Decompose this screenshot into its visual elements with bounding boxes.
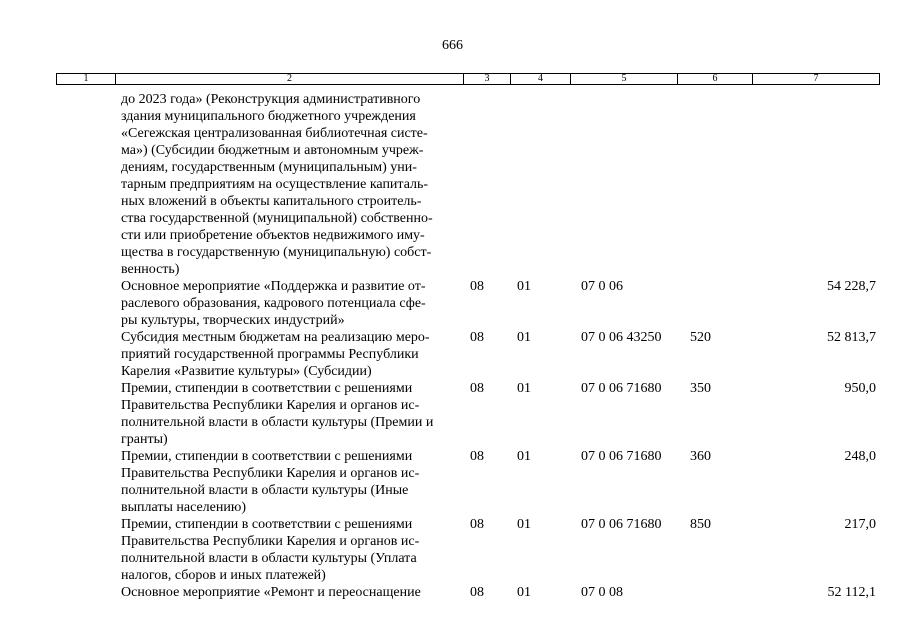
description-line: Правительства Республики Карелия и органов ис- (121, 466, 420, 481)
column-header-table (56, 73, 880, 85)
column-header-1: 1 (57, 74, 116, 85)
column-header-3: 3 (464, 74, 511, 85)
description-line: сти или приобретение объектов недвижимого иму- (121, 228, 425, 243)
column-header-row (57, 74, 880, 85)
table-row (0, 329, 905, 380)
row-description (121, 329, 464, 380)
description-line: Основное мероприятие «Поддержка и развитие от- (121, 279, 426, 294)
expense-type-code: 360 (690, 449, 711, 464)
row-description (121, 380, 464, 448)
subsection-code: 01 (517, 449, 531, 464)
description-line: Премии, стипендии в соответствии с решениями (121, 517, 413, 532)
subsection-code: 01 (517, 517, 531, 532)
description-line: Карелия «Развитие культуры» (Субсидии) (121, 364, 372, 379)
description-line: раслевого образования, кадрового потенциала сфе- (121, 296, 426, 311)
subsection-code: 01 (517, 585, 531, 600)
column-header-4: 4 (511, 74, 571, 85)
description-line: «Сегежская централизованная библиотечная систе- (121, 126, 428, 141)
target-article-code: 07 0 06 71680 (581, 517, 662, 532)
description-line: Премии, стипендии в соответствии с решениями (121, 449, 413, 464)
description-line: ма») (Субсидии бюджетным и автономным учреж- (121, 143, 424, 158)
expense-type-code: 520 (690, 330, 711, 345)
description-line: налогов, сборов и иных платежей) (121, 568, 326, 583)
target-article-code: 07 0 08 (581, 585, 623, 600)
row-description (121, 448, 464, 516)
section-code: 08 (470, 449, 484, 464)
description-line: Правительства Республики Карелия и органов ис- (121, 398, 420, 413)
description-line: полнительной власти в области культуры (Иные (121, 483, 409, 498)
description-line: Основное мероприятие «Ремонт и переоснащение (121, 585, 421, 600)
amount: 217,0 (844, 517, 876, 532)
subsection-code: 01 (517, 381, 531, 396)
row-description (121, 91, 464, 278)
target-article-code: 07 0 06 71680 (581, 449, 662, 464)
target-article-code: 07 0 06 43250 (581, 330, 662, 345)
table-row (0, 448, 905, 516)
amount: 52 813,7 (827, 330, 876, 345)
description-line: тарным предприятиям на осуществление капиталь- (121, 177, 429, 192)
column-header-5: 5 (571, 74, 678, 85)
description-line: венность) (121, 262, 180, 277)
table-row (0, 380, 905, 448)
description-line: Премии, стипендии в соответствии с решениями (121, 381, 413, 396)
section-code: 08 (470, 585, 484, 600)
table-row (0, 91, 905, 278)
column-header-2: 2 (116, 74, 464, 85)
description-line: дениям, государственным (муниципальным) уни- (121, 160, 417, 175)
section-code: 08 (470, 330, 484, 345)
budget-table-body (0, 91, 905, 601)
table-row (0, 278, 905, 329)
column-header-7: 7 (753, 74, 880, 85)
subsection-code: 01 (517, 330, 531, 345)
amount: 52 112,1 (827, 585, 876, 600)
target-article-code: 07 0 06 (581, 279, 623, 294)
target-article-code: 07 0 06 71680 (581, 381, 662, 396)
section-code: 08 (470, 517, 484, 532)
table-row (0, 516, 905, 584)
description-line: полнительной власти в области культуры (Премии и (121, 415, 434, 430)
table-row (0, 584, 905, 601)
expense-type-code: 350 (690, 381, 711, 396)
description-line: полнительной власти в области культуры (Уплата (121, 551, 417, 566)
row-description (121, 584, 464, 601)
description-line: приятий государственной программы Республики (121, 347, 419, 362)
description-line: ных вложений в объекты капитального строитель- (121, 194, 422, 209)
amount: 950,0 (844, 381, 876, 396)
row-description (121, 516, 464, 584)
section-code: 08 (470, 279, 484, 294)
amount: 248,0 (844, 449, 876, 464)
description-line: ры культуры, творческих индустрий» (121, 313, 345, 328)
amount: 54 228,7 (827, 279, 876, 294)
description-line: Правительства Республики Карелия и органов ис- (121, 534, 420, 549)
description-line: до 2023 года» (Реконструкция административного (121, 92, 421, 107)
description-line: щества в государственную (муниципальную) собст- (121, 245, 432, 260)
subsection-code: 01 (517, 279, 531, 294)
description-line: ства государственной (муниципальной) собственно- (121, 211, 433, 226)
section-code: 08 (470, 381, 484, 396)
expense-type-code: 850 (690, 517, 711, 532)
row-description (121, 278, 464, 329)
description-line: выплаты населению) (121, 500, 246, 515)
description-line: гранты) (121, 432, 168, 447)
description-line: Субсидия местным бюджетам на реализацию меро- (121, 330, 430, 345)
column-header-6: 6 (678, 74, 753, 85)
description-line: здания муниципального бюджетного учреждения (121, 109, 416, 124)
page-number: 666 (442, 38, 463, 53)
